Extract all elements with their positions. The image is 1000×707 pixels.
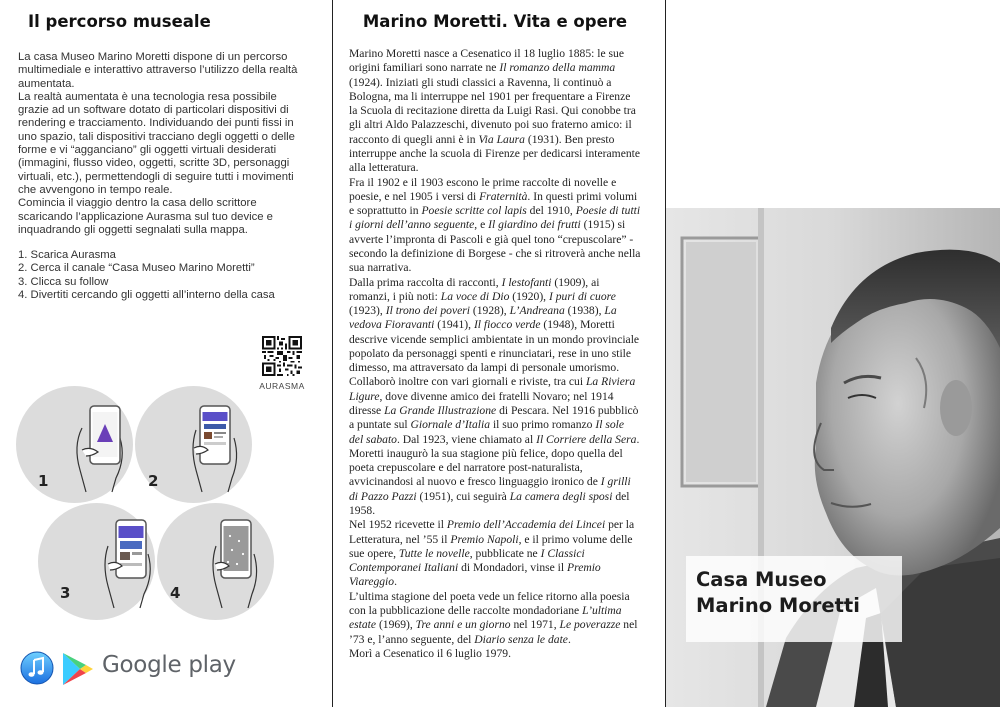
bio-paragraph bbox=[349, 590, 641, 647]
bio-text: (1909), ai romanzi, i più noti: bbox=[349, 275, 600, 303]
step-number: 4 bbox=[170, 584, 181, 602]
work-title: Il sole del sabato bbox=[349, 418, 624, 446]
step-item: 1. Scarica Aurasma bbox=[18, 249, 116, 262]
bio-text: , dove divenne amico dei fratelli Novaro; nel 1914 diresse bbox=[349, 389, 614, 418]
work-title: Il fiocco verde bbox=[473, 318, 541, 332]
work-title: Poesie di tutti i giorni dell’anno seguente bbox=[349, 204, 641, 232]
work-title: L’Andreana bbox=[509, 304, 565, 318]
work-title: Poesie scritte col lapis bbox=[421, 204, 527, 218]
work-title: Il giardino dei frutti bbox=[488, 218, 581, 232]
bio-text: , e il primo volume delle sue opere, bbox=[349, 532, 633, 560]
bio-paragraph bbox=[349, 276, 641, 447]
work-title: Premio Viareggio bbox=[349, 561, 601, 589]
work-title: I lestofanti bbox=[501, 275, 552, 289]
bio-text: (1928), bbox=[469, 304, 510, 318]
museum-path-heading: Il percorso museale bbox=[28, 12, 211, 31]
work-title: La Grande Illustrazione bbox=[384, 404, 497, 418]
cover-title bbox=[696, 567, 860, 619]
step-number: 1 bbox=[38, 472, 49, 490]
step-number: 3 bbox=[60, 584, 71, 602]
biography-text bbox=[349, 47, 641, 661]
bio-text: (1951), cui seguirà bbox=[416, 489, 510, 503]
work-title: Il Corriere della Sera bbox=[536, 432, 637, 446]
cover-panel bbox=[666, 0, 1000, 707]
phone-step-1 bbox=[68, 398, 128, 494]
intro-paragraph: La casa Museo Marino Moretti dispone di un percorso multimediale e interattivo attraverso l’utilizzo della realtà aumentata. bbox=[18, 51, 298, 90]
work-title: Fraternità bbox=[479, 189, 528, 203]
bio-text: Nel 1952 ricevette il bbox=[349, 518, 447, 532]
step-item: 2. Cerca il canale “Casa Museo Marino Moretti” bbox=[18, 262, 255, 275]
bio-text: (1941), bbox=[434, 318, 474, 332]
start-instructions: Comincia il viaggio dentro la casa dello scrittore scaricando l’applicazione Aurasma sul tuo device e inquadrando gli oggetti segnalati sulla mappa. bbox=[18, 197, 273, 236]
work-title: Via Laura bbox=[478, 132, 525, 146]
bio-text: , pubblicate ne bbox=[469, 546, 541, 560]
phone-step-3 bbox=[98, 514, 158, 610]
bio-text: (1969), bbox=[376, 618, 416, 632]
work-title: Le poverazze bbox=[559, 618, 621, 632]
bio-paragraph bbox=[349, 647, 641, 661]
bio-text: . Dal 1923, viene chiamato al bbox=[396, 432, 537, 446]
phone-step-4 bbox=[206, 514, 266, 610]
bio-paragraph bbox=[349, 518, 641, 589]
bio-text: il suo primo romanzo bbox=[490, 418, 596, 432]
bio-paragraph bbox=[349, 47, 641, 176]
work-title: Il trono dei poveri bbox=[385, 304, 470, 318]
work-title: Giornale d’Italia bbox=[410, 418, 491, 432]
biography-heading: Marino Moretti. Vita e opere bbox=[362, 12, 628, 31]
work-title: Diario senza le date bbox=[474, 632, 568, 646]
step-item: 4. Divertiti cercando gli oggetti all’interno della casa bbox=[18, 289, 275, 302]
step-item: 3. Clicca su follow bbox=[18, 275, 109, 288]
cover-title-line-2: Marino Moretti bbox=[696, 594, 860, 617]
bio-text: Moretti inaugurò la sua stagione più felice, dopo quella del poeta crepuscolare e del narratore post-naturalista, avvicinandosi al nuovo e fresco linguaggio ironico de bbox=[349, 446, 623, 489]
bio-text: Marino Moretti nasce a Cesenatico il 18 luglio 1885: le sue origini familiari sono narrate ne bbox=[349, 47, 624, 75]
bio-text: nel 1971, bbox=[510, 618, 560, 632]
bio-text: L’ultima stagione del poeta vede un felice ritorno alla poesia con la pubblicazione delle raccolte mondadoriane bbox=[349, 589, 630, 617]
google-play-icon[interactable] bbox=[60, 651, 96, 687]
app-store-icon[interactable] bbox=[20, 650, 54, 686]
work-title: I grilli di Pazzo Pazzi bbox=[349, 475, 631, 503]
google-play-label[interactable]: Google play bbox=[102, 652, 236, 678]
work-title: La camera degli sposi bbox=[509, 489, 613, 503]
work-title: L’ultima estate bbox=[349, 603, 622, 632]
bio-text: . bbox=[394, 575, 397, 589]
bio-text: nel ’73 e, l’anno seguente, del bbox=[349, 618, 638, 646]
phone-step-2 bbox=[186, 398, 246, 494]
work-title: La voce di Dio bbox=[440, 289, 510, 303]
bio-text: Dalla prima raccolta di racconti, bbox=[349, 275, 502, 289]
step-number: 2 bbox=[148, 472, 159, 490]
qr-label: AURASMA bbox=[259, 381, 305, 391]
bio-paragraph bbox=[349, 447, 641, 518]
cover-title-line-1: Casa Museo bbox=[696, 568, 827, 591]
bio-text: (1923), bbox=[349, 304, 386, 318]
work-title: Premio Napoli bbox=[450, 532, 519, 546]
work-title: La Riviera Ligure bbox=[349, 375, 636, 403]
bio-text: , e bbox=[474, 218, 489, 232]
bio-text: (1938), bbox=[564, 304, 605, 318]
ar-description: La realtà aumentata è una tecnologia resa possibile grazie ad un software dotato di particolari dispositivi di rendering e tracciamento. Individuando dei punti fissi in uno spazio, tali dispositivi tracciano degli oggetti o delle forme e vi “agganciano” gli oggetti virtuali desiderati (immagini, flusso video, oggetti, scritte 3D, personaggi virtuali, etc.), permettendogli di seguire tutti i movimenti che avvengono in tempo reale. bbox=[18, 90, 295, 196]
bio-text: . bbox=[567, 632, 571, 646]
bio-text: (1924). Iniziati gli studi classici a Ravenna, li continuò a Bologna, ma li interruppe nel 1901 per frequentare a Firenze la Scuola di recitazione diretta da Luigi Rasi. Qui conobbe tra gli altri Aldo Palazzeschi, divenuto poi suo fraterno amico: il racconto di quegli anni è in bbox=[349, 75, 636, 146]
bio-text: di Pescara. Nel 1916 pubblicò a puntate sul bbox=[349, 404, 639, 432]
work-title: La vedova Fioravanti bbox=[349, 304, 617, 332]
biography-panel bbox=[332, 0, 666, 707]
bio-text: (1915) si avverte l’impronta di Pascoli e già quel tono “crepuscolare” - secondo la definizione di Borgese - che si ritroverà anche nella sua narrativa. bbox=[349, 218, 641, 275]
bio-text: . In questi primi volumi e soprattutto in bbox=[349, 189, 638, 218]
work-title: Tutte le novelle bbox=[398, 546, 470, 560]
bio-text: per la Letteratura, nel ’55 il bbox=[349, 518, 635, 546]
bio-text: di Mondadori, vinse il bbox=[458, 561, 568, 575]
bio-paragraph bbox=[349, 176, 641, 276]
bio-text: (1920), bbox=[509, 289, 549, 303]
bio-text: (1948), Moretti descrive vicende semplici ambientate in un mondo provinciale popolato da personaggi spenti e rinunciatari, rese in uno stile dimesso, ma attraversato da lampi di personale umorismo. Collaborò inoltre con vari giornali e riviste, tra cui bbox=[349, 318, 640, 389]
bio-text: del 1958. bbox=[349, 489, 630, 517]
steps-list bbox=[18, 249, 304, 302]
work-title: Il romanzo della mamma bbox=[499, 61, 616, 75]
work-title: I puri di cuore bbox=[548, 289, 616, 303]
bio-text: (1931). Ben presto interruppe anche la scuola di Firenze per dedicarsi interamente alla letteratura. bbox=[349, 132, 640, 175]
qr-code[interactable] bbox=[262, 336, 302, 376]
work-title: Tre anni e un giorno bbox=[415, 618, 511, 632]
work-title: I Classici Contemporanei Italiani bbox=[349, 546, 585, 575]
bio-text: Morì a Cesenatico il 6 luglio 1979. bbox=[349, 646, 511, 660]
bio-text: Fra il 1902 e il 1903 escono le prime raccolte di novelle e poesie, e nel 1905 i versi di bbox=[349, 175, 617, 203]
work-title: Premio dell’Accademia dei Lincei bbox=[446, 518, 606, 532]
bio-text: . bbox=[636, 432, 640, 446]
bio-text: del 1910, bbox=[526, 204, 576, 218]
